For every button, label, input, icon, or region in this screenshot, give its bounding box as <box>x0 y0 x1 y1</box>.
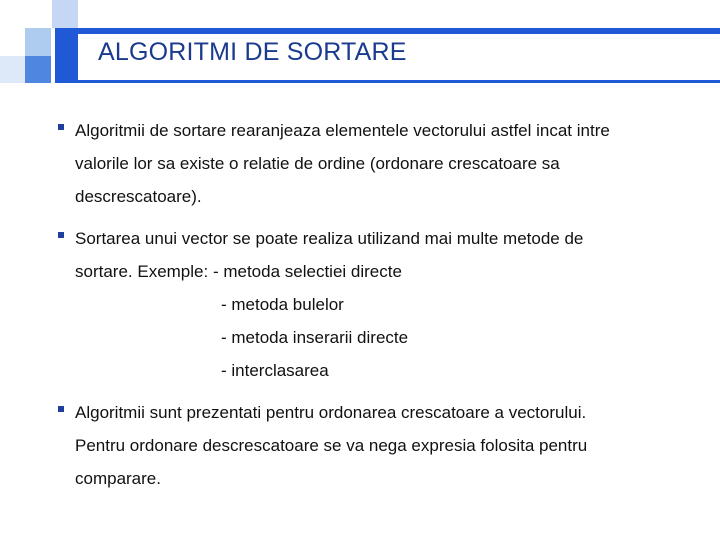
slide-title: ALGORITMI DE SORTARE <box>98 38 407 66</box>
bullet-marker-icon <box>58 232 64 238</box>
method-item: - metoda inserarii directe <box>221 328 409 347</box>
logo-square <box>0 56 26 83</box>
logo-square <box>25 56 51 83</box>
bullet-line: Sortarea unui vector se poate realiza utilizand mai multe metode de <box>75 229 584 248</box>
bullet-line: valorile lor sa existe o relatie de ordine (ordonare crescatoare sa <box>75 154 560 173</box>
bullet-line: Algoritmii sunt prezentati pentru ordonarea crescatoare a vectorului. <box>75 403 587 422</box>
bullet-line: Pentru ordonare descrescatoare se va nega expresia folosita pentru <box>75 436 588 455</box>
bullet-line: comparare. <box>75 469 161 488</box>
bullet-line: descrescatoare). <box>75 187 202 206</box>
bullet-line: sortare. Exemple: - metoda selectiei directe <box>75 262 402 281</box>
logo-square <box>25 28 51 56</box>
logo-square <box>52 0 78 28</box>
bullet-line: Algoritmii de sortare rearanjeaza elementele vectorului astfel incat intre <box>75 121 610 140</box>
bullet-item <box>58 114 698 213</box>
method-item: - interclasarea <box>221 361 329 380</box>
method-item: - metoda bulelor <box>221 295 344 314</box>
bullet-item <box>58 396 698 495</box>
bullet-item <box>58 222 698 387</box>
bullet-marker-icon <box>58 406 64 412</box>
slide-content <box>58 114 698 504</box>
bullet-marker-icon <box>58 124 64 130</box>
